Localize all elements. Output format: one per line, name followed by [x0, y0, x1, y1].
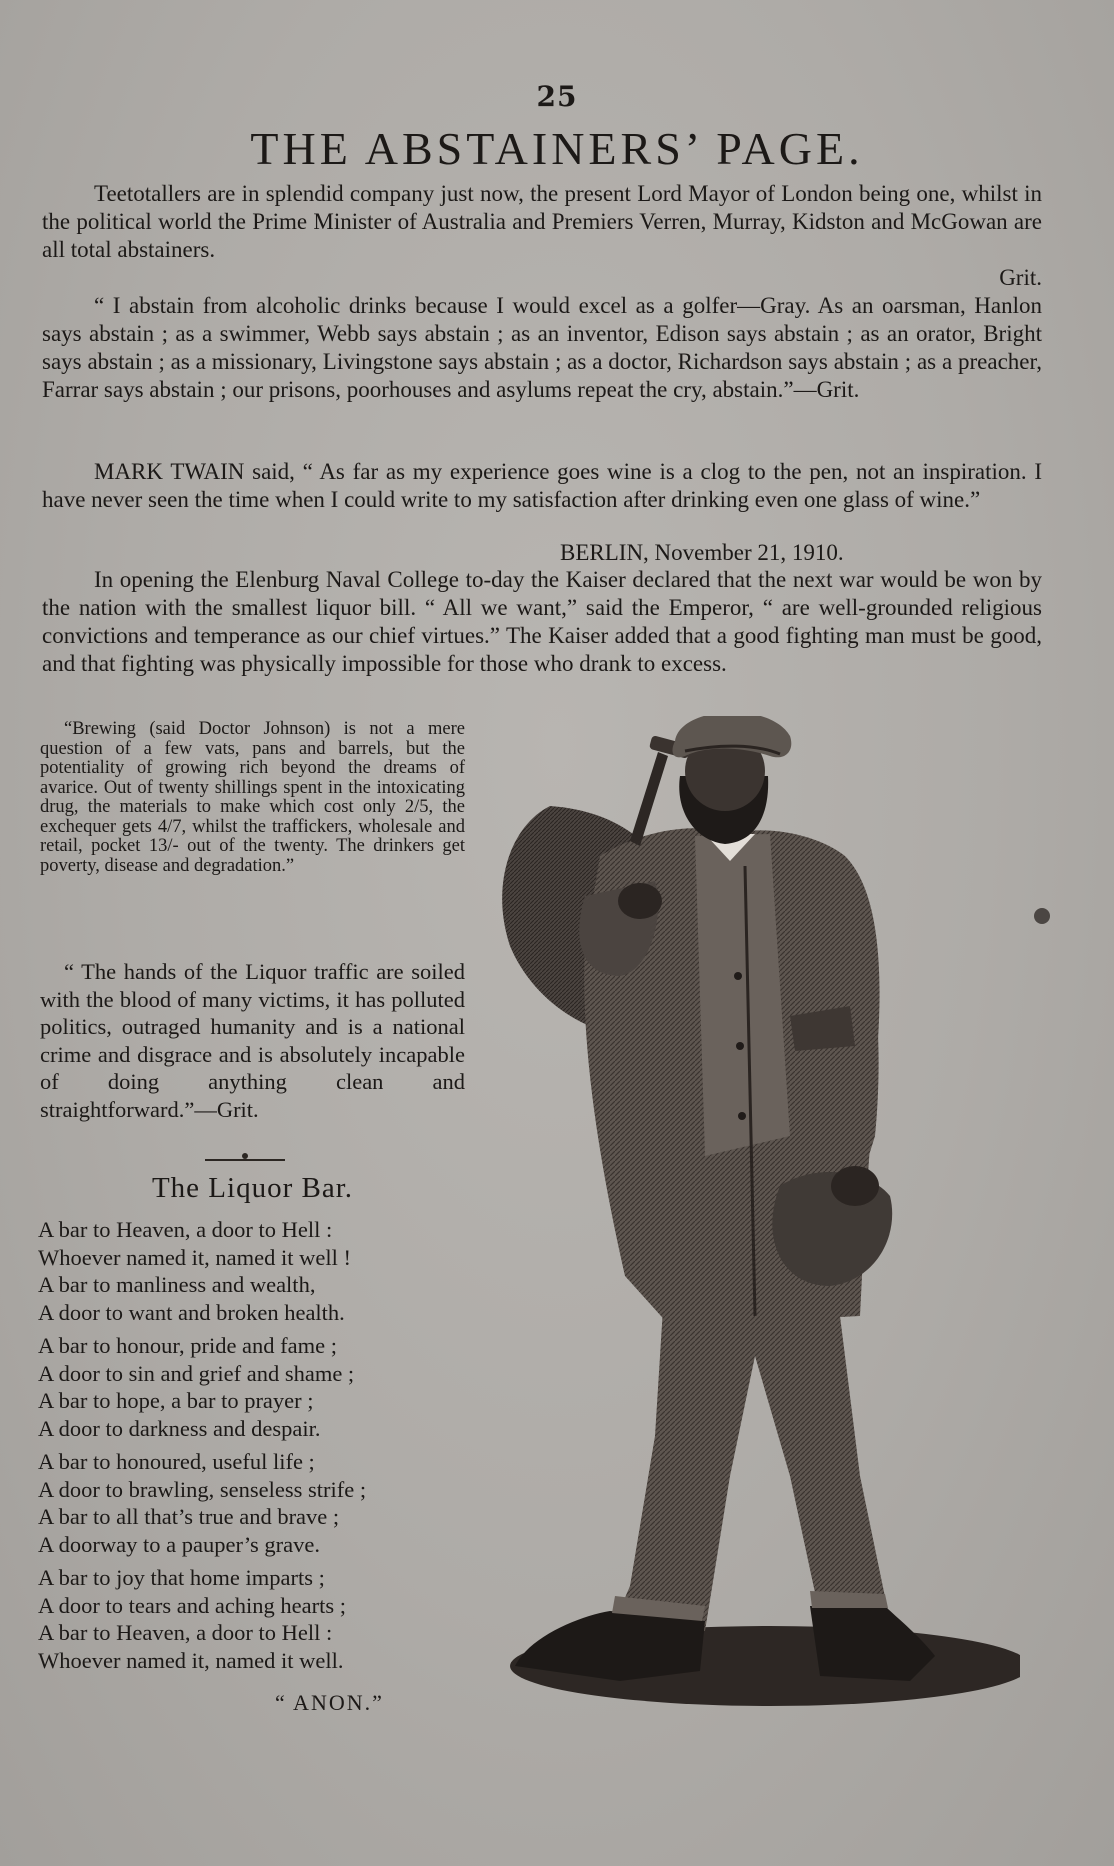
poem-line: Whoever named it, named it well ! [38, 1244, 352, 1270]
poem-line: A door to darkness and despair. [38, 1415, 321, 1441]
divider-ornament [242, 1153, 248, 1159]
poem-line: A bar to Heaven, a door to Hell : [38, 1620, 333, 1645]
poem-line: Whoever named it, named it well. [38, 1647, 344, 1673]
poem-line: A door to tears and aching hearts ; [38, 1592, 347, 1618]
page-number: 25 [536, 80, 578, 113]
poem-line: A door to sin and grief and shame ; [38, 1360, 355, 1386]
liquor-traffic-quote: “ The hands of the Liquor traffic are soiled with the blood of many victims, it has polluted politics, outraged humanity and is a national crime and disgrace and is absolutely incapable of doing anything clean and straightforward.”—Grit. [40, 959, 465, 1122]
poem-stanza [38, 1564, 478, 1674]
poem-stanza [38, 1216, 478, 1326]
poem [38, 1216, 478, 1680]
intro-credit: Grit. [999, 265, 1042, 290]
twain-paragraph [42, 458, 1042, 514]
poem-author: “ ANON.” [275, 1690, 384, 1715]
kaiser-text: In opening the Elenburg Naval College to-day the Kaiser declared that the next war would be won by the nation with the smallest liquor bill. “ All we want,” said the Emperor, “ are well-grounded religious convictions and temperance as our chief virtues.” The Kaiser added that a good fighting man must be good, and that fighting was physically impossible for those who drank to excess. [42, 567, 1042, 676]
poem-line: A bar to manliness and wealth, [38, 1272, 316, 1297]
right-boot [810, 1606, 935, 1681]
poem-line: A bar to honour, pride and fame ; [38, 1333, 338, 1358]
workman-illustration [490, 716, 1020, 1716]
poem-line: A door to want and broken health. [38, 1299, 345, 1325]
trousers [615, 1276, 890, 1631]
gray-quote: “ I abstain from alcoholic drinks because I would excel as a golfer—Gray. As an oarsman, Hanlon says abstain ; as a swimmer, Webb says abstain ; as an inventor, Edison says abstain ; as an orator, Bright says abstain ; as a missionary, Livingstone says abstain ; as a doctor, Richardson says abstain ; as a preacher, Farrar says abstain ; our prisons, poorhouses and asylums repeat the cry, abstain.”—Grit. [42, 293, 1042, 402]
page-title: THE ABSTAINERS’ PAGE. [250, 123, 864, 174]
intro-text: Teetotallers are in splendid company just now, the present Lord Mayor of London being one, whilst in the political world the Prime Minister of Australia and Premiers Verren, Murray, Kidston and McGowan are all total abstainers. [42, 181, 1042, 262]
poem-stanza [38, 1448, 478, 1558]
section-divider [205, 1159, 285, 1161]
poem-line: A bar to joy that home imparts ; [38, 1565, 325, 1590]
poem-line: A doorway to a pauper’s grave. [38, 1531, 320, 1557]
intro-paragraph [42, 180, 1042, 292]
left-hand [618, 883, 662, 919]
poem-line: A bar to honoured, useful life ; [38, 1449, 315, 1474]
poem-title: The Liquor Bar. [151, 1172, 354, 1204]
right-hand [831, 1166, 879, 1206]
kaiser-paragraph [42, 566, 1042, 678]
poem-line: A door to brawling, senseless strife ; [38, 1476, 367, 1502]
twain-quote: MARK TWAIN said, “ As far as my experience goes wine is a clog to the pen, not an inspiration. I have never seen the time when I could write to my satisfaction after drinking even one glass of wine.” [42, 459, 1042, 512]
johnson-quote: “Brewing (said Doctor Johnson) is not a mere question of a few vats, pans and barrels, but the potentiality of growing rich beyond the dreams of avarice. Out of twenty shillings spent in the intoxicating drug, the materials to make which cost only 2/5, the exchequer gets 4/7, whilst the traffickers, wholesale and retail, pocket 13/- out of the twenty. The drinkers get poverty, disease and degradation.” [40, 719, 465, 876]
gray-quote-paragraph [42, 292, 1042, 404]
poem-line: A bar to hope, a bar to prayer ; [38, 1388, 314, 1413]
poem-stanza [38, 1332, 478, 1442]
poem-line: A bar to all that’s true and brave ; [38, 1504, 340, 1529]
poem-line: A bar to Heaven, a door to Hell : [38, 1217, 333, 1242]
dateline: BERLIN, November 21, 1910. [560, 540, 844, 565]
ink-speck [1034, 908, 1050, 924]
